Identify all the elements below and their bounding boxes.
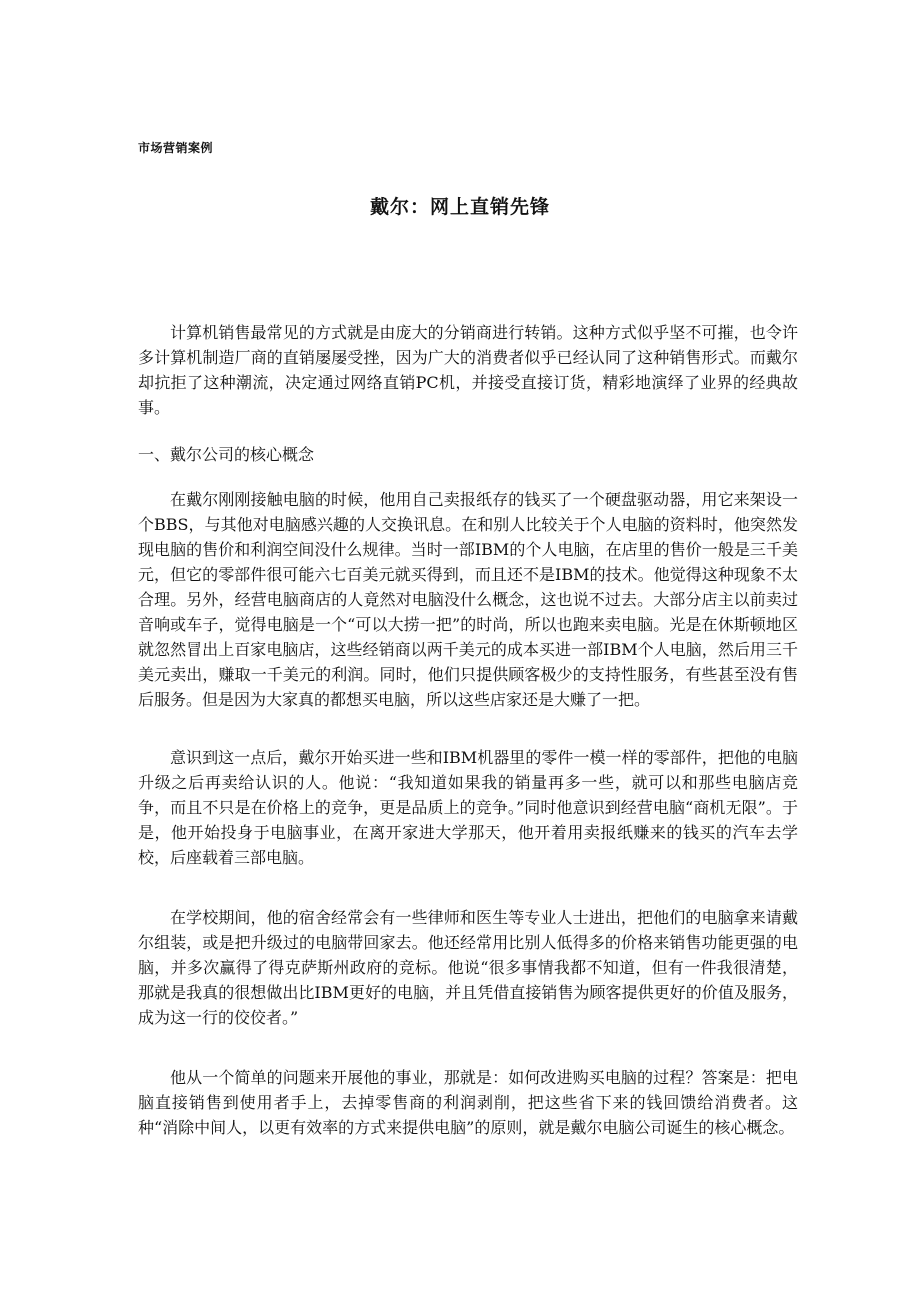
body-paragraph: 在戴尔刚刚接触电脑的时候，他用自己卖报纸存的钱买了一个硬盘驱动器，用它来架设一个BBS，与其他对电脑感兴趣的人交换讯息。在和别人比较关于个人电脑的资料时，他突然发现电脑的售价和利润空间没什么规律。当时一部IBM的个人电脑，在店里的售价一般是三千美元，但它的零部件很可能六七百美元就买得到，而且还不是IBM的技术。他觉得这种现象不太合理。另外，经营电脑商店的人竟然对电脑没什么概念，这也说不过去。大部分店主以前卖过音响或车子，觉得电脑是一个“可以大捞一把”的时尚，所以也跑来卖电脑。光是在休斯顿地区就忽然冒出上百家电脑店，这些经销商以两千美元的成本买进一部IBM个人电脑，然后用三千美元卖出，赚取一千美元的利润。同时，他们只提供顾客极少的支持性服务，有些甚至没有售后服务。但是因为大家真的都想买电脑，所以这些店家还是大赚了一把。 xyxy=(138,490,798,709)
section-heading: 一、戴尔公司的核心概念 xyxy=(138,445,315,464)
document-title: 戴尔：网上直销先锋 xyxy=(369,196,550,218)
document-header-label: 市场营销案例 xyxy=(138,141,214,155)
body-paragraph: 在学校期间，他的宿舍经常会有一些律师和医生等专业人士进出，把他们的电脑拿来请戴尔组装，或是把升级过的电脑带回家去。他还经常用比别人低得多的价格来销售功能更强的电脑，并多次赢得了得克萨斯州政府的竞标。他说“很多事情我都不知道，但有一件我很清楚，那就是我真的很想做出比IBM更好的电脑，并且凭借直接销售为顾客提供更好的价值及服务，成为这一行的佼佼者。” xyxy=(138,908,798,1027)
body-paragraph: 意识到这一点后，戴尔开始买进一些和IBM机器里的零件一模一样的零部件，把他的电脑升级之后再卖给认识的人。他说：“我知道如果我的销量再多一些，就可以和那些电脑店竞争，而且不只是在价格上的竞争，更是品质上的竞争。”同时他意识到经营电脑“商机无限”。于是，他开始投身于电脑事业，在离开家进大学那天，他开着用卖报纸赚来的钱买的汽车去学校，后座载着三部电脑。 xyxy=(138,748,798,867)
intro-paragraph: 计算机销售最常见的方式就是由庞大的分销商进行转销。这种方式似乎坚不可摧，也令许多计算机制造厂商的直销屡屡受挫，因为广大的消费者似乎已经认同了这种销售形式。而戴尔却抗拒了这种潮流，决定通过网络直销PC机，并接受直接订货，精彩地演绎了业界的经典故事。 xyxy=(138,323,798,417)
body-paragraph: 他从一个简单的问题来开展他的事业，那就是：如何改进购买电脑的过程？答案是：把电脑直接销售到使用者手上，去掉零售商的利润剥削，把这些省下来的钱回馈给消费者。这种“消除中间人，以更有效率的方式来提供电脑”的原则，就是戴尔电脑公司诞生的核心概念。 xyxy=(138,1068,798,1137)
